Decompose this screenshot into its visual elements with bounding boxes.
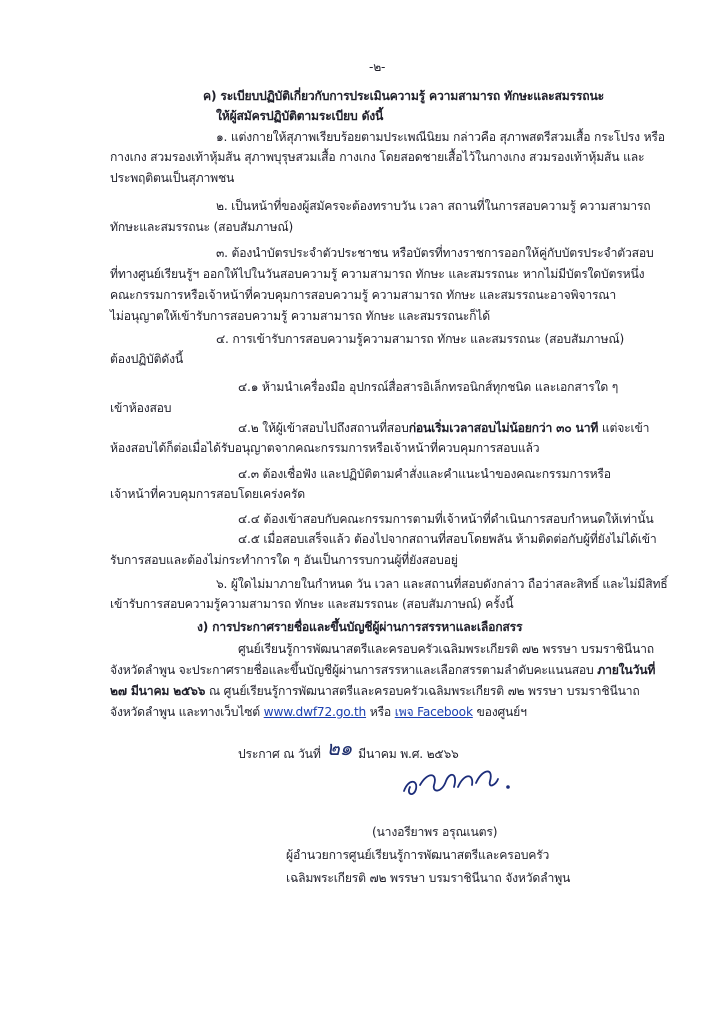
- rule-4-3-line-2: เจ้าหน้าที่ควบคุมการสอบโดยเคร่งครัด: [110, 487, 306, 501]
- rule-6-line-2: เข้ารับการสอบความรู้ความสามารถ ทักษะ และสมรรถนะ (สอบสัมภาษณ์) ครั้งนี้: [110, 597, 514, 611]
- announce-line-1: ศูนย์เรียนรู้การพัฒนาสตรีและครอบครัวเฉลิมพระเกียรติ ๗๒ พรรษา บรมราชินีนาถ: [238, 642, 654, 656]
- rule-1-line-1: ๑. แต่งกายให้สุภาพเรียบร้อยตามประเพณีนิยม กล่าวคือ สุภาพสตรีสวมเสื้อ กระโปรง หรือ: [216, 130, 665, 144]
- section-heading-d: ง) การประกาศรายชื่อและขึ้นบัญชีผู้ผ่านการสรรหาและเลือกสรร: [197, 620, 523, 634]
- rule-3-line-4: ไม่อนุญาตให้เข้ารับการสอบความรู้ ความสามารถ ทักษะ และสมรรถนะก็ได้: [110, 309, 490, 323]
- announce-line-3: ๒๗ มีนาคม ๒๕๖๖ ณ ศูนย์เรียนรู้การพัฒนาสตรีและครอบครัวเฉลิมพระเกียรติ ๗๒ พรรษา บรมราชินีนาถ: [110, 684, 640, 698]
- rule-4-5-line-1: ๔.๕ เมื่อสอบเสร็จแล้ว ต้องไปจากสถานที่สอบโดยพลัน ห้ามติดต่อกับผู้ที่ยังไม่ได้เข้า: [238, 532, 657, 546]
- page-number: -๒-: [369, 60, 386, 74]
- section-heading-c-cont: ให้ผู้สมัครปฏิบัติตามระเบียบ ดังนี้: [216, 109, 384, 123]
- rule-3-line-3: คณะกรรมการหรือเจ้าหน้าที่ควบคุมการสอบความรู้ ความสามารถ ทักษะ และสมรรถนะอาจพิจารณา: [110, 288, 617, 302]
- rule-4-1-line-1: ๔.๑ ห้ามนำเครื่องมือ อุปกรณ์สื่อสารอิเล็กทรอนิกส์ทุกชนิด และเอกสารใด ๆ: [238, 380, 619, 394]
- handwritten-day: ๒๑: [326, 736, 353, 760]
- rule-3-line-2: ที่ทางศูนย์เรียนรู้ฯ ออกให้ไปในวันสอบความรู้ ความสามารถ ทักษะ และสมรรถนะ หากไม่มีบัตรใดบัตรหนึ่ง: [110, 267, 645, 281]
- rule-4-5-line-2: รับการสอบและต้องไม่กระทำการใด ๆ อันเป็นการรบกวนผู้ที่ยังสอบอยู่: [110, 553, 458, 567]
- rule-3-line-1: ๓. ต้องนำบัตรประจำตัวประชาชน หรือบัตรที่ทางราชการออกให้คู่กับบัตรประจำตัวสอบ: [216, 246, 654, 260]
- signer-organization: เฉลิมพระเกียรติ ๗๒ พรรษา บรมราชินีนาถ จังหวัดลำพูน: [286, 871, 571, 885]
- announce-line-4: จังหวัดลำพูน และทางเว็บไซต์ www.dwf72.go.th หรือ เพจ Facebook ของศูนย์ฯ: [110, 705, 527, 719]
- facebook-link[interactable]: เพจ Facebook: [394, 705, 473, 719]
- rule-4-2-line-2: ห้องสอบได้ก็ต่อเมื่อได้รับอนุญาตจากคณะกรรมการหรือเจ้าหน้าที่ควบคุมการสอบแล้ว: [110, 441, 540, 455]
- rule-4-4: ๔.๔ ต้องเข้าสอบกับคณะกรรมการตามที่เจ้าหน้าที่ดำเนินการสอบกำหนดให้เท่านั้น: [238, 512, 654, 526]
- rule-1-line-3: ประพฤติตนเป็นสุภาพชน: [110, 171, 235, 185]
- rule-6-line-1: ๖. ผู้ใดไม่มาภายในกำหนด วัน เวลา และสถานที่สอบดังกล่าว ถือว่าสละสิทธิ์ และไม่มีสิทธิ์: [216, 577, 668, 591]
- rule-4-line-1: ๔. การเข้ารับการสอบความรู้ความสามารถ ทักษะ และสมรรถนะ (สอบสัมภาษณ์): [216, 332, 625, 346]
- rule-4-1-line-2: เข้าห้องสอบ: [110, 401, 172, 415]
- rule-1-line-2: กางเกง สวมรองเท้าหุ้มส้น สุภาพบุรุษสวมเสื้อ กางเกง โดยสอดชายเสื้อไว้ในกางเกง สวมรองเท้าหุ้มส้น และ: [110, 150, 645, 164]
- announce-line-2: จังหวัดลำพูน จะประกาศรายชื่อและขึ้นบัญชีผู้ผ่านการสรรหาและเลือกสรรตามลำดับคะแนนสอบ ภายในวันที่: [110, 663, 656, 677]
- rule-4-line-2: ต้องปฏิบัติดังนี้: [110, 352, 183, 366]
- website-link[interactable]: www.dwf72.go.th: [263, 705, 367, 719]
- section-heading-c: ค) ระเบียบปฏิบัติเกี่ยวกับการประเมินความรู้ ความสามารถ ทักษะและสมรรถนะ: [203, 89, 604, 103]
- rule-4-2-line-1: ๔.๒ ให้ผู้เข้าสอบไปถึงสถานที่สอบก่อนเริ่มเวลาสอบไม่น้อยกว่า ๓๐ นาที แต่จะเข้า: [238, 421, 650, 435]
- rule-2-line-2: ทักษะและสมรรถนะ (สอบสัมภาษณ์): [110, 220, 294, 234]
- signature-graphic: [398, 763, 518, 803]
- rule-2-line-1: ๒. เป็นหน้าที่ของผู้สมัครจะต้องทราบวัน เวลา สถานที่ในการสอบความรู้ ความสามารถ: [216, 199, 651, 213]
- signer-position: ผู้อำนวยการศูนย์เรียนรู้การพัฒนาสตรีและครอบครัว: [286, 848, 550, 862]
- announcement-date: ประกาศ ณ วันที่ ๒๑ มีนาคม พ.ศ. ๒๕๖๖: [238, 736, 459, 761]
- rule-4-3-line-1: ๔.๓ ต้องเชื่อฟัง และปฏิบัติตามคำสั่งและคำแนะนำของคณะกรรมการหรือ: [238, 467, 611, 481]
- signer-name: (นางอรียาพร อรุณเนตร): [372, 825, 498, 839]
